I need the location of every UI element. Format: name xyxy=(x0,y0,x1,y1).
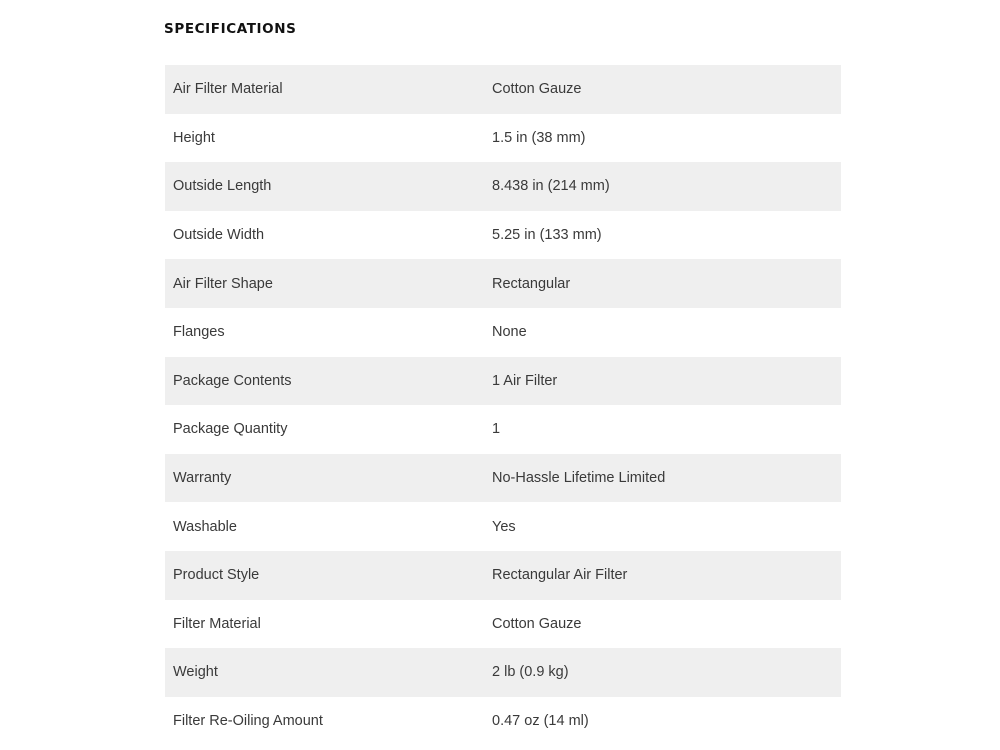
spec-row-flanges xyxy=(165,308,841,357)
spec-label: Filter Re-Oiling Amount xyxy=(173,713,323,730)
spec-row-filter-material xyxy=(165,600,841,649)
spec-value: 1 xyxy=(492,421,501,438)
spec-label: Package Quantity xyxy=(173,421,288,438)
spec-value: Cotton Gauze xyxy=(492,615,582,632)
spec-label: Air Filter Material xyxy=(173,81,283,98)
spec-label: Outside Width xyxy=(173,227,265,244)
spec-label: Flanges xyxy=(173,324,225,341)
spec-label: Air Filter Shape xyxy=(173,275,273,292)
spec-label: Product Style xyxy=(173,567,260,584)
spec-row-outside-length xyxy=(165,162,841,211)
spec-value: Yes xyxy=(492,518,516,535)
spec-value: 1.5 in (38 mm) xyxy=(492,129,586,146)
spec-row-package-quantity xyxy=(165,405,841,454)
spec-row-air-filter-shape xyxy=(165,259,841,308)
specifications-heading: SPECIFICATIONS xyxy=(164,21,297,37)
spec-value: 8.438 in (214 mm) xyxy=(492,178,610,195)
spec-value: None xyxy=(492,324,527,341)
spec-row-warranty xyxy=(165,454,841,503)
spec-row-weight xyxy=(165,648,841,697)
spec-value: Rectangular Air Filter xyxy=(492,567,628,584)
spec-row-washable xyxy=(165,502,841,551)
spec-row-package-contents xyxy=(165,357,841,406)
spec-row-product-style xyxy=(165,551,841,600)
spec-label: Height xyxy=(173,129,215,146)
spec-value: 2 lb (0.9 kg) xyxy=(492,664,569,681)
spec-label: Outside Length xyxy=(173,178,272,195)
spec-value: 5.25 in (133 mm) xyxy=(492,227,602,244)
spec-value: Cotton Gauze xyxy=(492,81,582,98)
spec-row-outside-width xyxy=(165,211,841,260)
spec-value: 1 Air Filter xyxy=(492,372,558,389)
spec-label: Washable xyxy=(173,518,237,535)
spec-value: No-Hassle Lifetime Limited xyxy=(492,470,666,487)
spec-label: Weight xyxy=(173,664,218,681)
specifications-table xyxy=(165,65,841,745)
spec-label: Package Contents xyxy=(173,372,292,389)
spec-row-height xyxy=(165,114,841,163)
spec-row-filter-re-oiling-amount xyxy=(165,697,841,746)
spec-label: Filter Material xyxy=(173,615,261,632)
spec-value: Rectangular xyxy=(492,275,571,292)
spec-value: 0.47 oz (14 ml) xyxy=(492,713,589,730)
spec-label: Warranty xyxy=(173,470,232,487)
spec-row-air-filter-material xyxy=(165,65,841,114)
